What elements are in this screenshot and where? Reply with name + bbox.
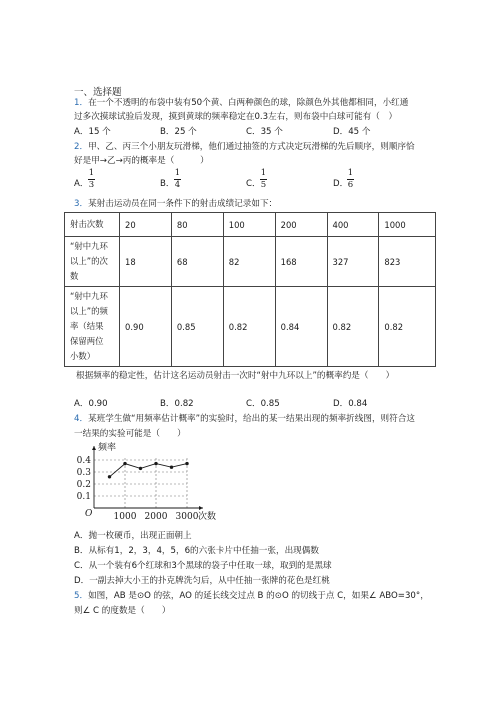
question-1-option-c: C．35 个 [246,127,283,137]
question-4-option-c: C．从一个装有6个红球和3个黑球的袋子中任取一球，取到的是黑球 [74,561,332,571]
x-tick-label: 2000 [144,512,168,522]
data-point [170,466,173,469]
question-2-option-c-label: C． [246,179,261,189]
table-cell: 0.82 [223,287,275,367]
question-2-line-1 [74,141,415,153]
x-tick-label: 1000 [113,512,137,522]
y-tick-label: 0.3 [76,468,91,478]
question-3-option-a: A．0.90 [74,399,108,409]
question-5-number: 5． [74,591,89,601]
question-1-number: 1． [74,98,89,108]
question-4-option-a: A．抛一枚硬币，出现正面朝上 [74,531,192,541]
question-3-line-1 [74,198,277,210]
table-cell: 200 [275,213,327,237]
fraction-denominator: 6 [347,180,354,190]
y-axis-label: 频率 [98,443,117,453]
table-cell: 18 [120,237,172,287]
table-cell: 168 [275,237,327,287]
question-3-number: 3． [74,199,89,209]
table-row [65,213,436,237]
question-4-text-1: 某班学生做“用频率估计概率”的实验时，给出的某一结果出现的频率折线图，则符合这 [88,414,415,424]
question-4-line-2: 一结果的实验可能是（ ） [74,429,186,439]
table-cell: 0.82 [379,287,436,367]
row-header-frequency: “射中九环 以上”的频 率（结果 保留两位 小数） [65,287,120,367]
row-header-shots: 射击次数 [65,213,120,237]
table-cell: 0.82 [327,287,379,367]
question-3-after-table: 根据频率的稳定性，估计这名运动员射击一次时“射中九环以上”的概率约是（ ） [76,371,395,381]
question-3-option-c: C．0.85 [246,399,280,409]
x-axis-arrow [199,506,203,510]
question-2-option-d-label: D． [333,179,349,189]
table-cell: 1000 [379,213,436,237]
section-title: 一、选择题 [74,87,122,98]
question-4-line-1 [74,413,415,425]
question-4-option-d: D．一副去掉大小王的扑克牌洗匀后，从中任抽一张牌的花色是红桃 [74,576,330,586]
frequency-line-chart [68,440,218,528]
data-point [185,462,188,465]
table-cell: 82 [223,237,275,287]
question-1-option-d: D．45 个 [333,127,371,137]
question-5-line-1 [74,590,429,602]
table-row [65,237,436,287]
row-header-hits: “射中九环 以上”的次 数 [65,237,120,287]
x-axis-label: 次数 [198,512,217,522]
fraction-numerator: 1 [174,168,181,178]
table-cell: 80 [171,213,223,237]
question-4-option-b: B．从标有1，2，3，4，5，6的六张卡片中任抽一张，出现偶数 [74,546,319,556]
fraction-numerator: 1 [260,168,267,178]
question-3-text-1: 某射击运动员在同一条件下的射击成绩记录如下： [88,199,278,209]
shooting-record-table [64,212,436,367]
y-tick-label: 0.2 [76,480,91,490]
question-5-text-1: 如图，AB 是⊙O 的弦，AO 的延长线交过点 B 的⊙O 的切线于点 C，如果∠ ABO=30°， [88,591,429,601]
table-cell: 68 [171,237,223,287]
question-1-line-1 [74,97,408,109]
x-tick-label: 3000 [175,512,199,522]
y-tick-label: 0.1 [76,492,91,502]
data-point [108,475,111,478]
question-2-number: 2． [74,142,89,152]
table-cell: 0.85 [171,287,223,367]
question-3-option-d: D．0.84 [333,399,368,409]
question-2-option-a-fraction [88,169,95,190]
table-cell: 100 [223,213,275,237]
y-axis-arrow [92,446,96,450]
fraction-numerator: 1 [347,168,354,178]
y-tick-label: 0.4 [76,456,91,466]
question-1-option-b: B．25 个 [160,127,197,137]
data-point [154,462,157,465]
question-2-option-b-label: B． [160,179,175,189]
question-2-option-c-fraction [260,169,267,190]
fraction-denominator: 4 [174,180,181,190]
question-2-option-a-label: A． [74,179,89,189]
fraction-numerator: 1 [88,168,95,178]
fraction-denominator: 5 [260,180,267,190]
question-2-line-2: 好是甲→乙→丙的概率是（ ） [74,156,209,166]
question-2-text-1: 甲、乙、丙三个小朋友玩滑梯，他们通过抽签的方式决定玩滑梯的先后顺序，则顺序恰 [88,142,415,152]
fraction-denominator: 3 [88,180,95,190]
series-line [110,464,188,477]
question-1-text-1: 在一个不透明的布袋中装有50个黄、白两种颜色的球，除颜色外其他都相同，小红通 [88,98,409,108]
data-point [139,467,142,470]
question-5-line-2: 则∠ C 的度数是（ ） [74,606,171,616]
table-row [65,287,436,367]
table-cell: 0.84 [275,287,327,367]
data-point [123,462,126,465]
question-3-option-b: B．0.82 [160,399,194,409]
table-cell: 400 [327,213,379,237]
table-cell: 0.90 [120,287,172,367]
origin-label: O [85,509,93,519]
question-1-line-2: 过多次摸球试验后发现，摸到黄球的频率稳定在0.3左右，则布袋中白球可能有（ ） [74,112,398,122]
question-1-option-a: A．15 个 [74,127,111,137]
table-cell: 327 [327,237,379,287]
table-cell: 20 [120,213,172,237]
question-2-option-d-fraction [347,169,354,190]
question-2-option-b-fraction [174,169,181,190]
question-4-number: 4． [74,414,89,424]
table-cell: 823 [379,237,436,287]
